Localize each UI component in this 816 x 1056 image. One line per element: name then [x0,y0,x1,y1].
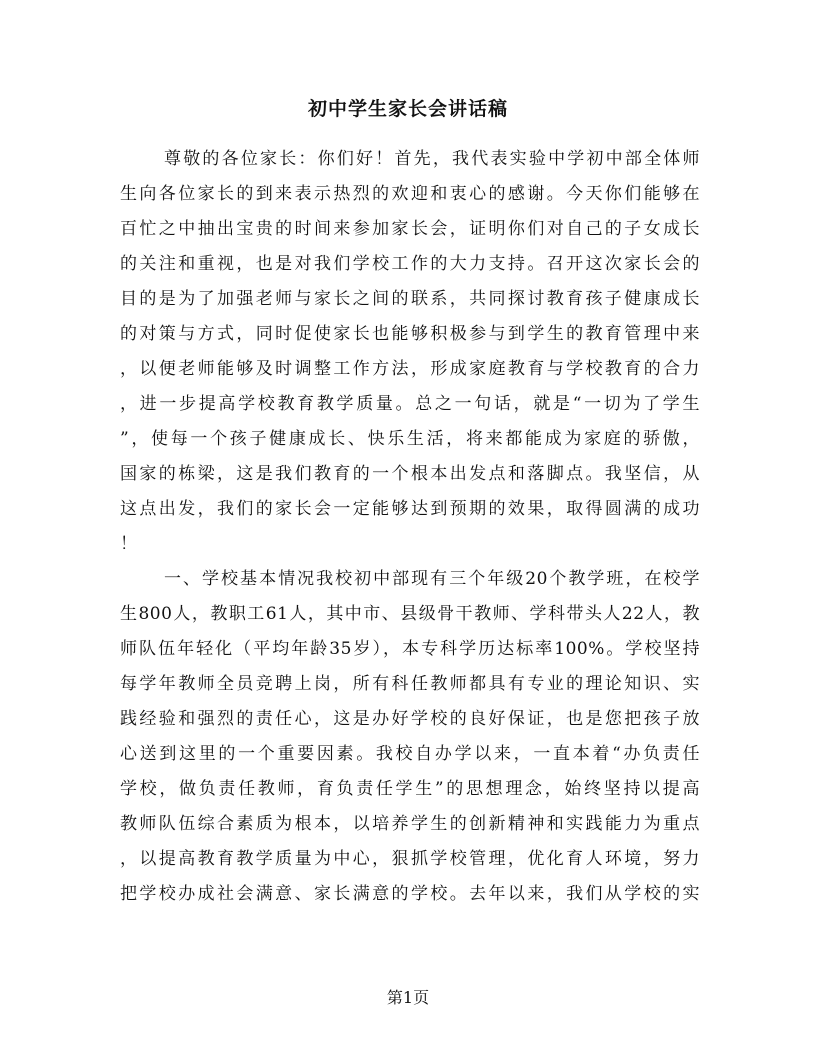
paragraph-1-line-2: 生向各位家长的到来表示热烈的欢迎和衷心的感谢。今天你们能够在 [120,184,700,204]
paragraph-2-line-10: 把学校办成社会满意、家长满意的学校。去年以来，我们从学校的实 [120,884,700,904]
paragraph-1-line-10: 国家的栋梁，这是我们教育的一个根本出发点和落脚点。我坚信，从 [120,464,700,484]
paragraph-1-line-11: 这点出发，我们的家长会一定能够达到预期的效果，取得圆满的成功 [120,499,700,519]
paragraph-2-line-5: 践经验和强烈的责任心，这是办好学校的良好保证，也是您把孩子放 [120,709,700,729]
page-title: 初中学生家长会讲话稿 [307,98,508,120]
paragraph-2-line-9: ，以提高教育教学质量为中心，狠抓学校管理，优化育人环境，努力 [120,849,700,869]
paragraph-2-line-8: 教师队伍综合素质为根本，以培养学生的创新精神和实践能力为重点 [120,814,700,834]
paragraph-2-line-2: 生800人，教职工61人，其中市、县级骨干教师、学科带头人22人，教 [120,604,700,624]
paragraph-2-line-1: 一、学校基本情况我校初中部现有三个年级20个教学班，在校学 [164,569,700,589]
paragraph-1-line-4: 的关注和重视，也是对我们学校工作的大力支持。召开这次家长会的 [120,254,700,274]
paragraph-1-line-3: 百忙之中抽出宝贵的时间来参加家长会，证明你们对自己的子女成长 [120,219,700,239]
page-number: 第1页 [386,988,430,1007]
paragraph-1-line-8: ，进一步提高学校教育教学质量。总之一句话，就是“一切为了学生 [120,394,700,414]
paragraph-2-line-3: 师队伍年轻化（平均年龄35岁），本专科学历达标率100%。学校坚持 [120,639,700,659]
paragraph-1-line-6: 的对策与方式，同时促使家长也能够积极参与到学生的教育管理中来 [120,324,700,344]
paragraph-1-line-9: ”，使每一个孩子健康成长、快乐生活，将来都能成为家庭的骄傲， [120,429,700,449]
document-body [120,142,700,912]
paragraph-1-line-5: 目的是为了加强老师与家长之间的联系，共同探讨教育孩子健康成长 [120,289,700,309]
paragraph-1-line-12: ！ [120,534,138,554]
paragraph-2-line-4: 每学年教师全员竞聘上岗，所有科任教师都具有专业的理论知识、实 [120,674,700,694]
paragraph-2-line-7: 学校，做负责任教师，育负责任学生”的思想理念，始终坚持以提高 [120,779,700,799]
paragraph-1-line-7: ，以便老师能够及时调整工作方法，形成家庭教育与学校教育的合力 [120,359,700,379]
paragraph-2-line-6: 心送到这里的一个重要因素。我校自办学以来，一直本着“办负责任 [120,744,700,764]
paragraph-1-line-1: 尊敬的各位家长：你们好！首先，我代表实验中学初中部全体师 [164,149,700,169]
